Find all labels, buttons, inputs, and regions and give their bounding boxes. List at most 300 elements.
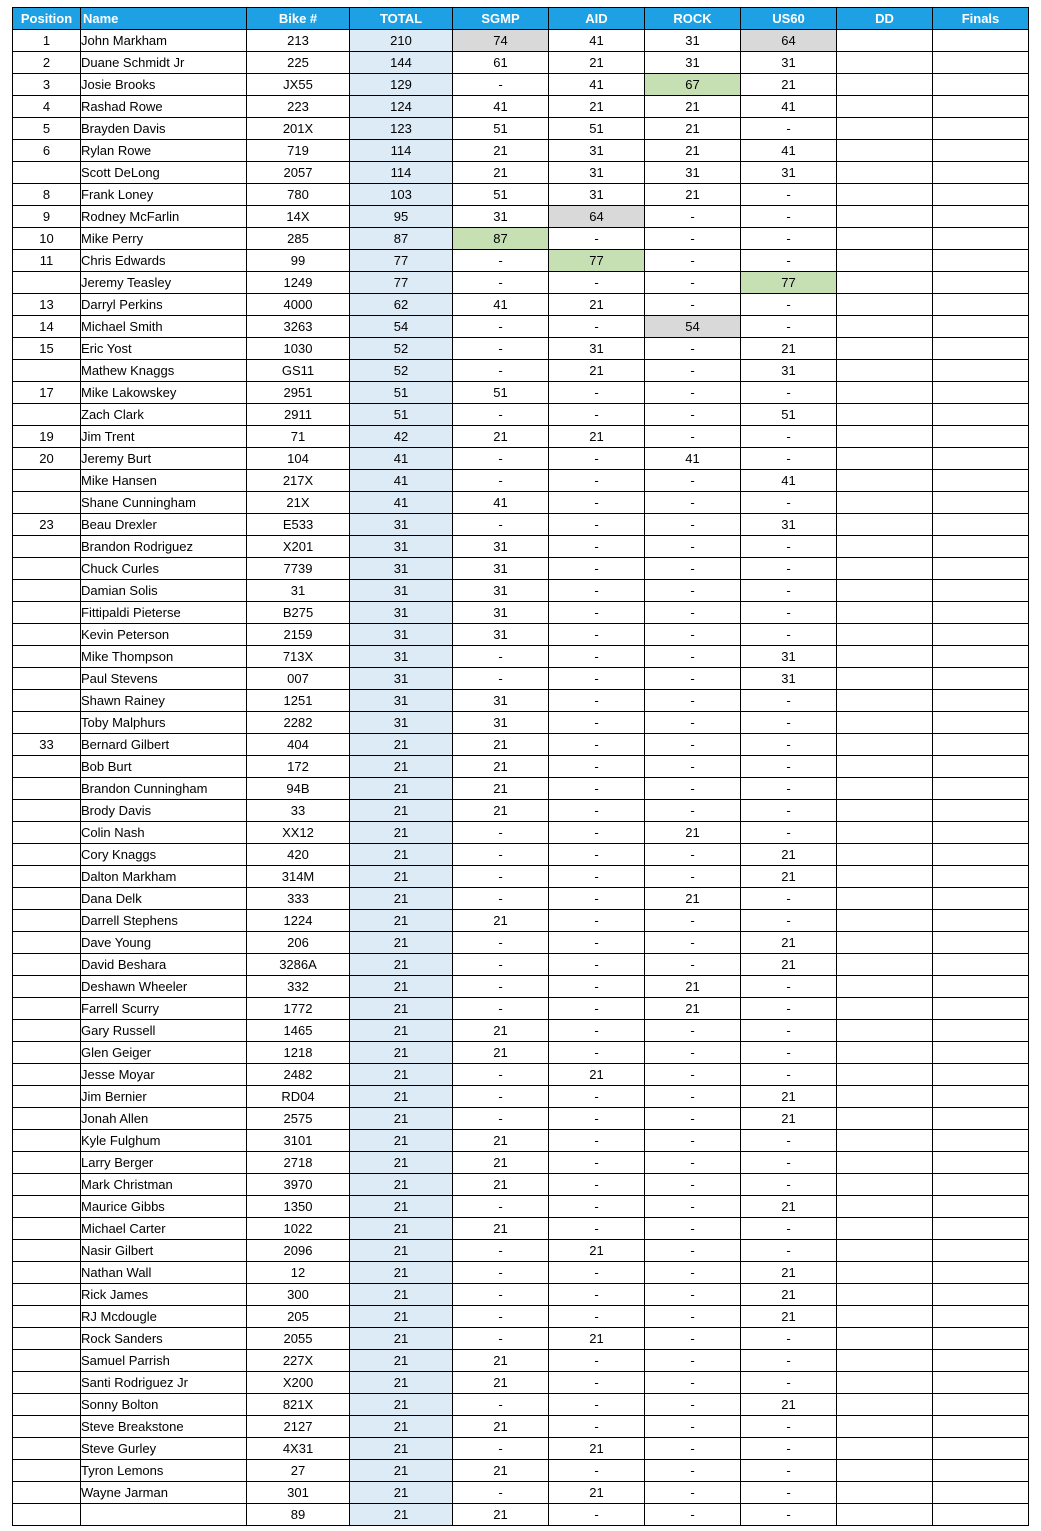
us60-cell[interactable]: -: [741, 1020, 837, 1042]
sgmp-cell[interactable]: -: [453, 888, 549, 910]
position-cell[interactable]: [13, 1438, 81, 1460]
name-cell[interactable]: Deshawn Wheeler: [81, 976, 247, 998]
rock-cell[interactable]: -: [645, 1262, 741, 1284]
name-cell[interactable]: Rick James: [81, 1284, 247, 1306]
total-cell[interactable]: 52: [350, 360, 453, 382]
position-cell[interactable]: [13, 668, 81, 690]
name-cell[interactable]: Kyle Fulghum: [81, 1130, 247, 1152]
name-cell[interactable]: Mike Perry: [81, 228, 247, 250]
name-cell[interactable]: Bob Burt: [81, 756, 247, 778]
us60-cell[interactable]: -: [741, 316, 837, 338]
name-cell[interactable]: Dalton Markham: [81, 866, 247, 888]
us60-cell[interactable]: -: [741, 1064, 837, 1086]
dd-cell[interactable]: [837, 888, 933, 910]
header-finals[interactable]: Finals: [933, 8, 1029, 30]
aid-cell[interactable]: -: [549, 712, 645, 734]
bike-cell[interactable]: 2911: [247, 404, 350, 426]
rock-cell[interactable]: -: [645, 272, 741, 294]
header-us60[interactable]: US60: [741, 8, 837, 30]
finals-cell[interactable]: [933, 1218, 1029, 1240]
name-cell[interactable]: Brandon Cunningham: [81, 778, 247, 800]
finals-cell[interactable]: [933, 646, 1029, 668]
rock-cell[interactable]: -: [645, 580, 741, 602]
finals-cell[interactable]: [933, 888, 1029, 910]
finals-cell[interactable]: [933, 690, 1029, 712]
dd-cell[interactable]: [837, 646, 933, 668]
position-cell[interactable]: 33: [13, 734, 81, 756]
sgmp-cell[interactable]: 21: [453, 800, 549, 822]
rock-cell[interactable]: -: [645, 492, 741, 514]
name-cell[interactable]: Darryl Perkins: [81, 294, 247, 316]
name-cell[interactable]: Brayden Davis: [81, 118, 247, 140]
us60-cell[interactable]: -: [741, 184, 837, 206]
aid-cell[interactable]: -: [549, 1130, 645, 1152]
finals-cell[interactable]: [933, 1438, 1029, 1460]
rock-cell[interactable]: -: [645, 1460, 741, 1482]
us60-cell[interactable]: 31: [741, 162, 837, 184]
rock-cell[interactable]: -: [645, 426, 741, 448]
finals-cell[interactable]: [933, 1372, 1029, 1394]
position-cell[interactable]: [13, 470, 81, 492]
us60-cell[interactable]: 21: [741, 1108, 837, 1130]
sgmp-cell[interactable]: 87: [453, 228, 549, 250]
finals-cell[interactable]: [933, 976, 1029, 998]
aid-cell[interactable]: -: [549, 800, 645, 822]
us60-cell[interactable]: 21: [741, 844, 837, 866]
total-cell[interactable]: 95: [350, 206, 453, 228]
sgmp-cell[interactable]: 31: [453, 624, 549, 646]
total-cell[interactable]: 21: [350, 1284, 453, 1306]
position-cell[interactable]: [13, 1108, 81, 1130]
total-cell[interactable]: 21: [350, 1174, 453, 1196]
dd-cell[interactable]: [837, 338, 933, 360]
sgmp-cell[interactable]: 41: [453, 294, 549, 316]
dd-cell[interactable]: [837, 404, 933, 426]
name-cell[interactable]: Glen Geiger: [81, 1042, 247, 1064]
rock-cell[interactable]: 21: [645, 976, 741, 998]
total-cell[interactable]: 31: [350, 558, 453, 580]
aid-cell[interactable]: 41: [549, 30, 645, 52]
dd-cell[interactable]: [837, 162, 933, 184]
bike-cell[interactable]: 3286A: [247, 954, 350, 976]
position-cell[interactable]: 10: [13, 228, 81, 250]
rock-cell[interactable]: -: [645, 932, 741, 954]
aid-cell[interactable]: 21: [549, 360, 645, 382]
finals-cell[interactable]: [933, 800, 1029, 822]
dd-cell[interactable]: [837, 1108, 933, 1130]
position-cell[interactable]: 1: [13, 30, 81, 52]
finals-cell[interactable]: [933, 1152, 1029, 1174]
rock-cell[interactable]: 31: [645, 30, 741, 52]
sgmp-cell[interactable]: 21: [453, 1460, 549, 1482]
aid-cell[interactable]: 31: [549, 162, 645, 184]
finals-cell[interactable]: [933, 734, 1029, 756]
aid-cell[interactable]: -: [549, 646, 645, 668]
bike-cell[interactable]: JX55: [247, 74, 350, 96]
sgmp-cell[interactable]: 51: [453, 184, 549, 206]
sgmp-cell[interactable]: -: [453, 954, 549, 976]
position-cell[interactable]: [13, 646, 81, 668]
name-cell[interactable]: Rashad Rowe: [81, 96, 247, 118]
position-cell[interactable]: [13, 822, 81, 844]
dd-cell[interactable]: [837, 382, 933, 404]
name-cell[interactable]: Shane Cunningham: [81, 492, 247, 514]
finals-cell[interactable]: [933, 250, 1029, 272]
name-cell[interactable]: Brandon Rodriguez: [81, 536, 247, 558]
dd-cell[interactable]: [837, 800, 933, 822]
total-cell[interactable]: 21: [350, 800, 453, 822]
name-cell[interactable]: David Beshara: [81, 954, 247, 976]
rock-cell[interactable]: -: [645, 404, 741, 426]
finals-cell[interactable]: [933, 426, 1029, 448]
rock-cell[interactable]: -: [645, 1218, 741, 1240]
total-cell[interactable]: 21: [350, 1196, 453, 1218]
bike-cell[interactable]: 719: [247, 140, 350, 162]
position-cell[interactable]: 13: [13, 294, 81, 316]
sgmp-cell[interactable]: 21: [453, 734, 549, 756]
bike-cell[interactable]: 1772: [247, 998, 350, 1020]
finals-cell[interactable]: [933, 778, 1029, 800]
total-cell[interactable]: 21: [350, 1328, 453, 1350]
aid-cell[interactable]: 21: [549, 96, 645, 118]
name-cell[interactable]: Santi Rodriguez Jr: [81, 1372, 247, 1394]
us60-cell[interactable]: -: [741, 734, 837, 756]
dd-cell[interactable]: [837, 866, 933, 888]
rock-cell[interactable]: 21: [645, 822, 741, 844]
total-cell[interactable]: 21: [350, 1306, 453, 1328]
position-cell[interactable]: [13, 932, 81, 954]
finals-cell[interactable]: [933, 1108, 1029, 1130]
position-cell[interactable]: [13, 1152, 81, 1174]
dd-cell[interactable]: [837, 250, 933, 272]
bike-cell[interactable]: 007: [247, 668, 350, 690]
finals-cell[interactable]: [933, 360, 1029, 382]
us60-cell[interactable]: -: [741, 1218, 837, 1240]
bike-cell[interactable]: 4000: [247, 294, 350, 316]
header-name[interactable]: Name: [81, 8, 247, 30]
finals-cell[interactable]: [933, 1394, 1029, 1416]
rock-cell[interactable]: -: [645, 1020, 741, 1042]
total-cell[interactable]: 144: [350, 52, 453, 74]
name-cell[interactable]: Jeremy Burt: [81, 448, 247, 470]
name-cell[interactable]: Chuck Curles: [81, 558, 247, 580]
sgmp-cell[interactable]: -: [453, 448, 549, 470]
finals-cell[interactable]: [933, 756, 1029, 778]
aid-cell[interactable]: -: [549, 448, 645, 470]
finals-cell[interactable]: [933, 96, 1029, 118]
name-cell[interactable]: Mike Lakowskey: [81, 382, 247, 404]
dd-cell[interactable]: [837, 1460, 933, 1482]
us60-cell[interactable]: 31: [741, 360, 837, 382]
bike-cell[interactable]: GS11: [247, 360, 350, 382]
us60-cell[interactable]: 31: [741, 514, 837, 536]
position-cell[interactable]: [13, 756, 81, 778]
finals-cell[interactable]: [933, 140, 1029, 162]
us60-cell[interactable]: -: [741, 118, 837, 140]
dd-cell[interactable]: [837, 184, 933, 206]
name-cell[interactable]: Jonah Allen: [81, 1108, 247, 1130]
rock-cell[interactable]: -: [645, 382, 741, 404]
total-cell[interactable]: 129: [350, 74, 453, 96]
sgmp-cell[interactable]: 51: [453, 382, 549, 404]
us60-cell[interactable]: 21: [741, 954, 837, 976]
bike-cell[interactable]: 332: [247, 976, 350, 998]
dd-cell[interactable]: [837, 1328, 933, 1350]
finals-cell[interactable]: [933, 404, 1029, 426]
name-cell[interactable]: Zach Clark: [81, 404, 247, 426]
total-cell[interactable]: 21: [350, 1130, 453, 1152]
finals-cell[interactable]: [933, 1504, 1029, 1526]
total-cell[interactable]: 31: [350, 646, 453, 668]
position-cell[interactable]: 6: [13, 140, 81, 162]
position-cell[interactable]: 11: [13, 250, 81, 272]
position-cell[interactable]: [13, 844, 81, 866]
aid-cell[interactable]: -: [549, 910, 645, 932]
sgmp-cell[interactable]: 21: [453, 162, 549, 184]
us60-cell[interactable]: -: [741, 690, 837, 712]
bike-cell[interactable]: 206: [247, 932, 350, 954]
us60-cell[interactable]: -: [741, 998, 837, 1020]
bike-cell[interactable]: 201X: [247, 118, 350, 140]
total-cell[interactable]: 31: [350, 536, 453, 558]
sgmp-cell[interactable]: 21: [453, 140, 549, 162]
dd-cell[interactable]: [837, 206, 933, 228]
aid-cell[interactable]: -: [549, 536, 645, 558]
name-cell[interactable]: Steve Gurley: [81, 1438, 247, 1460]
sgmp-cell[interactable]: 31: [453, 536, 549, 558]
total-cell[interactable]: 21: [350, 734, 453, 756]
us60-cell[interactable]: 41: [741, 140, 837, 162]
bike-cell[interactable]: 333: [247, 888, 350, 910]
aid-cell[interactable]: 77: [549, 250, 645, 272]
us60-cell[interactable]: -: [741, 1438, 837, 1460]
aid-cell[interactable]: -: [549, 844, 645, 866]
us60-cell[interactable]: -: [741, 294, 837, 316]
bike-cell[interactable]: 2096: [247, 1240, 350, 1262]
bike-cell[interactable]: 300: [247, 1284, 350, 1306]
total-cell[interactable]: 21: [350, 976, 453, 998]
name-cell[interactable]: Nathan Wall: [81, 1262, 247, 1284]
sgmp-cell[interactable]: 21: [453, 1020, 549, 1042]
rock-cell[interactable]: 54: [645, 316, 741, 338]
us60-cell[interactable]: -: [741, 1328, 837, 1350]
total-cell[interactable]: 41: [350, 448, 453, 470]
aid-cell[interactable]: 21: [549, 426, 645, 448]
total-cell[interactable]: 21: [350, 1064, 453, 1086]
rock-cell[interactable]: -: [645, 1174, 741, 1196]
bike-cell[interactable]: 314M: [247, 866, 350, 888]
finals-cell[interactable]: [933, 536, 1029, 558]
total-cell[interactable]: 21: [350, 1372, 453, 1394]
rock-cell[interactable]: -: [645, 1328, 741, 1350]
name-cell[interactable]: Larry Berger: [81, 1152, 247, 1174]
sgmp-cell[interactable]: 21: [453, 756, 549, 778]
total-cell[interactable]: 41: [350, 492, 453, 514]
bike-cell[interactable]: 225: [247, 52, 350, 74]
total-cell[interactable]: 31: [350, 690, 453, 712]
position-cell[interactable]: [13, 1240, 81, 1262]
name-cell[interactable]: Cory Knaggs: [81, 844, 247, 866]
total-cell[interactable]: 21: [350, 998, 453, 1020]
us60-cell[interactable]: 41: [741, 96, 837, 118]
total-cell[interactable]: 31: [350, 514, 453, 536]
bike-cell[interactable]: 31: [247, 580, 350, 602]
aid-cell[interactable]: -: [549, 580, 645, 602]
header-aid[interactable]: AID: [549, 8, 645, 30]
dd-cell[interactable]: [837, 514, 933, 536]
finals-cell[interactable]: [933, 822, 1029, 844]
us60-cell[interactable]: -: [741, 976, 837, 998]
name-cell[interactable]: Jesse Moyar: [81, 1064, 247, 1086]
bike-cell[interactable]: 71: [247, 426, 350, 448]
bike-cell[interactable]: 2055: [247, 1328, 350, 1350]
rock-cell[interactable]: -: [645, 1394, 741, 1416]
us60-cell[interactable]: 51: [741, 404, 837, 426]
bike-cell[interactable]: B275: [247, 602, 350, 624]
dd-cell[interactable]: [837, 1482, 933, 1504]
name-cell[interactable]: Eric Yost: [81, 338, 247, 360]
position-cell[interactable]: [13, 272, 81, 294]
us60-cell[interactable]: 31: [741, 52, 837, 74]
position-cell[interactable]: [13, 976, 81, 998]
dd-cell[interactable]: [837, 118, 933, 140]
sgmp-cell[interactable]: -: [453, 272, 549, 294]
dd-cell[interactable]: [837, 1196, 933, 1218]
position-cell[interactable]: [13, 558, 81, 580]
finals-cell[interactable]: [933, 1350, 1029, 1372]
position-cell[interactable]: [13, 778, 81, 800]
total-cell[interactable]: 21: [350, 1460, 453, 1482]
total-cell[interactable]: 21: [350, 866, 453, 888]
header-rock[interactable]: ROCK: [645, 8, 741, 30]
finals-cell[interactable]: [933, 1196, 1029, 1218]
position-cell[interactable]: [13, 1372, 81, 1394]
aid-cell[interactable]: -: [549, 404, 645, 426]
dd-cell[interactable]: [837, 1130, 933, 1152]
name-cell[interactable]: Frank Loney: [81, 184, 247, 206]
bike-cell[interactable]: 301: [247, 1482, 350, 1504]
bike-cell[interactable]: 172: [247, 756, 350, 778]
finals-cell[interactable]: [933, 382, 1029, 404]
dd-cell[interactable]: [837, 448, 933, 470]
sgmp-cell[interactable]: 31: [453, 712, 549, 734]
name-cell[interactable]: Damian Solis: [81, 580, 247, 602]
sgmp-cell[interactable]: 41: [453, 96, 549, 118]
finals-cell[interactable]: [933, 294, 1029, 316]
finals-cell[interactable]: [933, 338, 1029, 360]
sgmp-cell[interactable]: 21: [453, 1152, 549, 1174]
position-cell[interactable]: [13, 1086, 81, 1108]
dd-cell[interactable]: [837, 932, 933, 954]
finals-cell[interactable]: [933, 1086, 1029, 1108]
sgmp-cell[interactable]: -: [453, 404, 549, 426]
position-cell[interactable]: [13, 492, 81, 514]
us60-cell[interactable]: 21: [741, 866, 837, 888]
rock-cell[interactable]: -: [645, 778, 741, 800]
dd-cell[interactable]: [837, 778, 933, 800]
rock-cell[interactable]: -: [645, 756, 741, 778]
finals-cell[interactable]: [933, 118, 1029, 140]
position-cell[interactable]: 3: [13, 74, 81, 96]
position-cell[interactable]: [13, 1482, 81, 1504]
sgmp-cell[interactable]: -: [453, 1284, 549, 1306]
finals-cell[interactable]: [933, 1284, 1029, 1306]
us60-cell[interactable]: -: [741, 910, 837, 932]
total-cell[interactable]: 21: [350, 954, 453, 976]
aid-cell[interactable]: -: [549, 888, 645, 910]
name-cell[interactable]: Tyron Lemons: [81, 1460, 247, 1482]
finals-cell[interactable]: [933, 316, 1029, 338]
total-cell[interactable]: 52: [350, 338, 453, 360]
position-cell[interactable]: 4: [13, 96, 81, 118]
total-cell[interactable]: 31: [350, 580, 453, 602]
dd-cell[interactable]: [837, 74, 933, 96]
aid-cell[interactable]: -: [549, 1416, 645, 1438]
us60-cell[interactable]: -: [741, 602, 837, 624]
total-cell[interactable]: 21: [350, 910, 453, 932]
name-cell[interactable]: Mike Hansen: [81, 470, 247, 492]
rock-cell[interactable]: -: [645, 338, 741, 360]
name-cell[interactable]: Jim Trent: [81, 426, 247, 448]
dd-cell[interactable]: [837, 602, 933, 624]
sgmp-cell[interactable]: -: [453, 646, 549, 668]
name-cell[interactable]: Mark Christman: [81, 1174, 247, 1196]
position-cell[interactable]: 5: [13, 118, 81, 140]
sgmp-cell[interactable]: -: [453, 1108, 549, 1130]
us60-cell[interactable]: 21: [741, 1284, 837, 1306]
finals-cell[interactable]: [933, 1020, 1029, 1042]
bike-cell[interactable]: 33: [247, 800, 350, 822]
dd-cell[interactable]: [837, 1240, 933, 1262]
us60-cell[interactable]: 64: [741, 30, 837, 52]
position-cell[interactable]: [13, 690, 81, 712]
dd-cell[interactable]: [837, 536, 933, 558]
position-cell[interactable]: 23: [13, 514, 81, 536]
position-cell[interactable]: 19: [13, 426, 81, 448]
sgmp-cell[interactable]: 21: [453, 778, 549, 800]
bike-cell[interactable]: 1224: [247, 910, 350, 932]
rock-cell[interactable]: -: [645, 1064, 741, 1086]
total-cell[interactable]: 31: [350, 602, 453, 624]
rock-cell[interactable]: 21: [645, 184, 741, 206]
bike-cell[interactable]: 104: [247, 448, 350, 470]
bike-cell[interactable]: 1249: [247, 272, 350, 294]
dd-cell[interactable]: [837, 1504, 933, 1526]
us60-cell[interactable]: -: [741, 558, 837, 580]
finals-cell[interactable]: [933, 206, 1029, 228]
total-cell[interactable]: 21: [350, 756, 453, 778]
position-cell[interactable]: [13, 1306, 81, 1328]
bike-cell[interactable]: 1251: [247, 690, 350, 712]
aid-cell[interactable]: -: [549, 1020, 645, 1042]
position-cell[interactable]: [13, 162, 81, 184]
sgmp-cell[interactable]: -: [453, 1394, 549, 1416]
bike-cell[interactable]: 2159: [247, 624, 350, 646]
rock-cell[interactable]: 67: [645, 74, 741, 96]
name-cell[interactable]: Farrell Scurry: [81, 998, 247, 1020]
total-cell[interactable]: 31: [350, 712, 453, 734]
aid-cell[interactable]: 21: [549, 1328, 645, 1350]
finals-cell[interactable]: [933, 1174, 1029, 1196]
rock-cell[interactable]: -: [645, 1086, 741, 1108]
sgmp-cell[interactable]: -: [453, 1064, 549, 1086]
name-cell[interactable]: Rock Sanders: [81, 1328, 247, 1350]
us60-cell[interactable]: 21: [741, 1196, 837, 1218]
bike-cell[interactable]: 213: [247, 30, 350, 52]
name-cell[interactable]: Kevin Peterson: [81, 624, 247, 646]
bike-cell[interactable]: 1465: [247, 1020, 350, 1042]
aid-cell[interactable]: -: [549, 976, 645, 998]
